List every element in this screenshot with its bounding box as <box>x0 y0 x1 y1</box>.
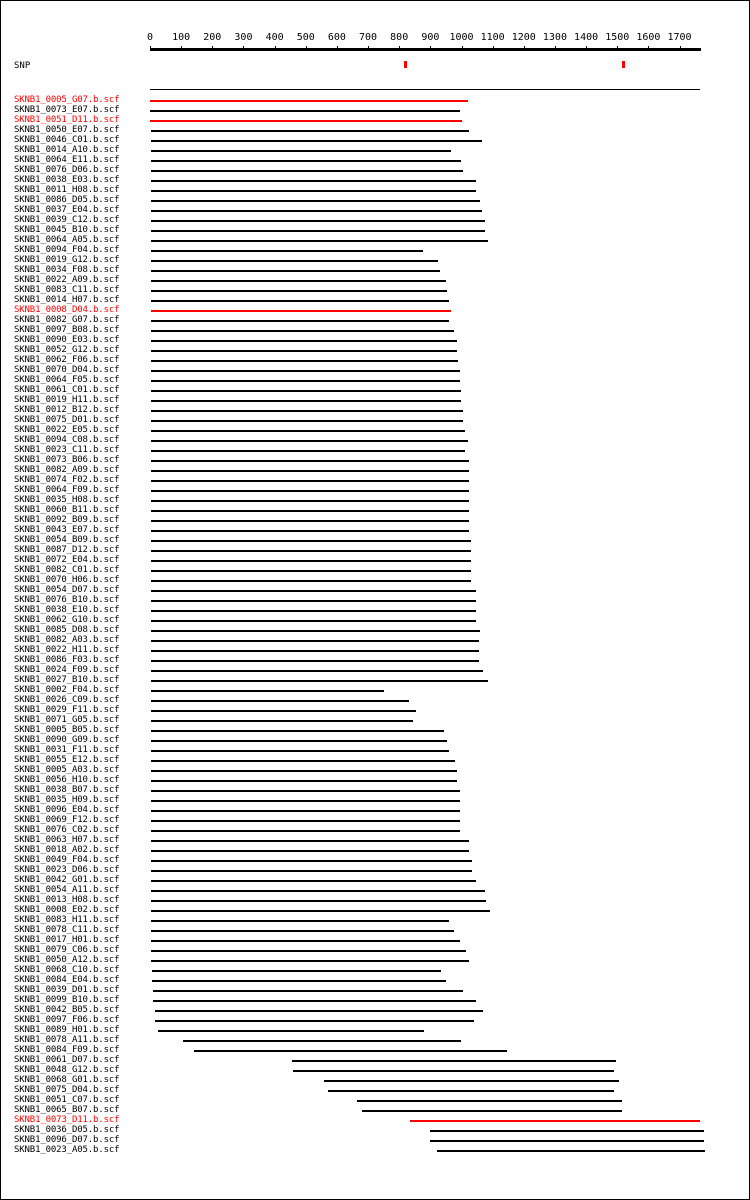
read-alignment-bar <box>151 780 457 782</box>
read-name[interactable]: SKNB1_0073_E07.b.scf <box>14 105 120 115</box>
read-name[interactable]: SKNB1_0062_G10.b.scf <box>14 615 120 625</box>
read-alignment-bar <box>151 130 469 132</box>
read-name[interactable]: SKNB1_0097_B08.b.scf <box>14 325 120 335</box>
read-name[interactable]: SKNB1_0039_C12.b.scf <box>14 215 120 225</box>
read-name[interactable]: SKNB1_0061_D07.b.scf <box>14 1055 120 1065</box>
read-alignment-bar <box>151 380 460 382</box>
read-name[interactable]: SKNB1_0013_H08.b.scf <box>14 895 120 905</box>
read-name[interactable]: SKNB1_0012_B12.b.scf <box>14 405 120 415</box>
axis-tick-label: 100 <box>172 32 191 43</box>
read-alignment-bar <box>194 1050 507 1052</box>
read-name[interactable]: SKNB1_0076_B10.b.scf <box>14 595 120 605</box>
read-alignment-bar <box>151 460 469 462</box>
axis-tick <box>337 46 338 50</box>
read-alignment-bar <box>151 730 444 732</box>
axis-tick-label: 800 <box>390 32 409 43</box>
read-alignment-bar <box>151 310 451 312</box>
read-name[interactable]: SKNB1_0072_E04.b.scf <box>14 555 120 565</box>
read-alignment-bar <box>151 830 460 832</box>
axis-tick <box>555 46 556 50</box>
snp-marker <box>622 61 625 68</box>
read-name[interactable]: SKNB1_0078_A11.b.scf <box>14 1035 120 1045</box>
read-name[interactable]: SKNB1_0046_C01.b.scf <box>14 135 120 145</box>
axis-tick <box>399 46 400 50</box>
read-alignment-bar <box>151 250 423 252</box>
read-name[interactable]: SKNB1_0082_A09.b.scf <box>14 465 120 475</box>
read-name[interactable]: SKNB1_0071_G05.b.scf <box>14 715 120 725</box>
read-name[interactable]: SKNB1_0087_D12.b.scf <box>14 545 120 555</box>
axis-tick <box>430 46 431 50</box>
read-name[interactable]: SKNB1_0031_F11.b.scf <box>14 745 120 755</box>
read-name[interactable]: SKNB1_0022_A09.b.scf <box>14 275 120 285</box>
separator-line <box>150 89 700 90</box>
read-name[interactable]: SKNB1_0064_E11.b.scf <box>14 155 120 165</box>
read-alignment-bar <box>430 1130 704 1132</box>
read-name[interactable]: SKNB1_0011_H08.b.scf <box>14 185 120 195</box>
read-name[interactable]: SKNB1_0082_G07.b.scf <box>14 315 120 325</box>
read-alignment-bar <box>151 790 460 792</box>
read-name[interactable]: SKNB1_0035_H09.b.scf <box>14 795 120 805</box>
read-alignment-bar <box>151 230 485 232</box>
snp-marker <box>404 61 407 68</box>
read-alignment-bar <box>151 440 468 442</box>
read-name[interactable]: SKNB1_0026_C09.b.scf <box>14 695 120 705</box>
read-name[interactable]: SKNB1_0070_D04.b.scf <box>14 365 120 375</box>
read-name[interactable]: SKNB1_0096_E04.b.scf <box>14 805 120 815</box>
read-name[interactable]: SKNB1_0079_C06.b.scf <box>14 945 120 955</box>
read-alignment-bar <box>151 260 438 262</box>
read-name[interactable]: SKNB1_0022_E05.b.scf <box>14 425 120 435</box>
read-alignment-bar <box>151 240 488 242</box>
read-name[interactable]: SKNB1_0086_D05.b.scf <box>14 195 120 205</box>
read-alignment-bar <box>151 470 469 472</box>
read-name[interactable]: SKNB1_0070_H06.b.scf <box>14 575 120 585</box>
read-name[interactable]: SKNB1_0064_F09.b.scf <box>14 485 120 495</box>
read-name[interactable]: SKNB1_0048_G12.b.scf <box>14 1065 120 1075</box>
read-name[interactable]: SKNB1_0017_H01.b.scf <box>14 935 120 945</box>
read-name[interactable]: SKNB1_0076_C02.b.scf <box>14 825 120 835</box>
read-name[interactable]: SKNB1_0094_C08.b.scf <box>14 435 120 445</box>
read-name[interactable]: SKNB1_0089_H01.b.scf <box>14 1025 120 1035</box>
read-name[interactable]: SKNB1_0083_C11.b.scf <box>14 285 120 295</box>
axis-tick <box>524 46 525 50</box>
read-alignment-bar <box>151 520 469 522</box>
read-name[interactable]: SKNB1_0082_C01.b.scf <box>14 565 120 575</box>
read-name[interactable]: SKNB1_0029_F11.b.scf <box>14 705 120 715</box>
read-name[interactable]: SKNB1_0054_B09.b.scf <box>14 535 120 545</box>
read-alignment-bar <box>152 970 441 972</box>
read-name[interactable]: SKNB1_0096_D07.b.scf <box>14 1135 120 1145</box>
read-name[interactable]: SKNB1_0078_C11.b.scf <box>14 925 120 935</box>
read-alignment-bar <box>151 270 440 272</box>
axis-tick-label: 1300 <box>542 32 567 43</box>
read-name[interactable]: SKNB1_0084_F09.b.scf <box>14 1045 120 1055</box>
axis-tick-label: 0 <box>146 32 154 43</box>
read-alignment-bar <box>151 930 454 932</box>
read-name[interactable]: SKNB1_0023_D06.b.scf <box>14 865 120 875</box>
read-alignment-bar <box>151 360 458 362</box>
axis-tick <box>462 46 463 50</box>
axis-tick <box>617 46 618 50</box>
read-alignment-bar <box>151 650 479 652</box>
read-name[interactable]: SKNB1_0051_D11.b.scf <box>14 115 120 125</box>
axis-tick <box>275 46 276 50</box>
read-alignment-bar <box>151 510 469 512</box>
read-alignment-bar <box>151 640 479 642</box>
read-alignment-bar <box>151 530 469 532</box>
read-name[interactable]: SKNB1_0019_H11.b.scf <box>14 395 120 405</box>
read-name[interactable]: SKNB1_0042_B05.b.scf <box>14 1005 120 1015</box>
read-name[interactable]: SKNB1_0038_E10.b.scf <box>14 605 120 615</box>
read-alignment-bar <box>151 350 457 352</box>
read-alignment-bar <box>151 720 413 722</box>
read-name[interactable]: SKNB1_0042_G01.b.scf <box>14 875 120 885</box>
read-name[interactable]: SKNB1_0023_C11.b.scf <box>14 445 120 455</box>
axis-tick-label: 400 <box>265 32 284 43</box>
read-name[interactable]: SKNB1_0062_F06.b.scf <box>14 355 120 365</box>
read-name[interactable]: SKNB1_0005_G07.b.scf <box>14 95 120 105</box>
read-alignment-bar <box>151 620 476 622</box>
read-name[interactable]: SKNB1_0065_B07.b.scf <box>14 1105 120 1115</box>
read-alignment-bar <box>151 870 472 872</box>
axis-tick <box>243 46 244 50</box>
read-alignment-bar <box>151 700 409 702</box>
read-alignment-bar <box>151 320 449 322</box>
read-alignment-bar <box>151 800 460 802</box>
read-alignment-bar <box>151 340 457 342</box>
axis-tick <box>212 46 213 50</box>
read-alignment-bar <box>151 390 462 392</box>
read-alignment-bar <box>151 660 479 662</box>
axis-tick-label: 1200 <box>511 32 536 43</box>
read-alignment-bar <box>357 1100 622 1102</box>
read-name[interactable]: SKNB1_0052_G12.b.scf <box>14 345 120 355</box>
read-alignment-bar <box>155 1010 484 1012</box>
read-name[interactable]: SKNB1_0023_A05.b.scf <box>14 1145 120 1155</box>
read-name[interactable]: SKNB1_0060_B11.b.scf <box>14 505 120 515</box>
read-alignment-bar <box>151 200 480 202</box>
read-alignment-bar <box>151 710 416 712</box>
read-name[interactable]: SKNB1_0005_A03.b.scf <box>14 765 120 775</box>
read-alignment-bar <box>151 280 446 282</box>
axis-tick-label: 1100 <box>480 32 505 43</box>
read-alignment-bar <box>151 400 462 402</box>
read-name[interactable]: SKNB1_0005_B05.b.scf <box>14 725 120 735</box>
read-alignment-bar <box>151 810 460 812</box>
read-name[interactable]: SKNB1_0068_G01.b.scf <box>14 1075 120 1085</box>
read-name[interactable]: SKNB1_0061_C01.b.scf <box>14 385 120 395</box>
read-name[interactable]: SKNB1_0076_D06.b.scf <box>14 165 120 175</box>
read-alignment-bar <box>151 140 482 142</box>
axis-tick-label: 1700 <box>667 32 692 43</box>
read-alignment-bar <box>183 1040 462 1042</box>
read-alignment-bar <box>151 160 462 162</box>
read-alignment-bar <box>151 770 457 772</box>
axis-tick-label: 600 <box>327 32 346 43</box>
read-name[interactable]: SKNB1_0037_E04.b.scf <box>14 205 120 215</box>
read-alignment-bar <box>151 370 460 372</box>
axis-tick <box>493 46 494 50</box>
axis-tick <box>181 46 182 50</box>
read-alignment-bar <box>151 690 384 692</box>
read-alignment-bar <box>410 1120 700 1122</box>
snp-label: SNP <box>14 61 31 71</box>
read-name[interactable]: SKNB1_0027_B10.b.scf <box>14 675 120 685</box>
read-name[interactable]: SKNB1_0018_A02.b.scf <box>14 845 120 855</box>
read-name[interactable]: SKNB1_0039_D01.b.scf <box>14 985 120 995</box>
axis-tick <box>368 46 369 50</box>
axis-tick-label: 700 <box>359 32 378 43</box>
read-name[interactable]: SKNB1_0045_B10.b.scf <box>14 225 120 235</box>
read-alignment-bar <box>362 1110 622 1112</box>
read-name[interactable]: SKNB1_0056_H10.b.scf <box>14 775 120 785</box>
read-name[interactable]: SKNB1_0002_F04.b.scf <box>14 685 120 695</box>
read-name[interactable]: SKNB1_0084_E04.b.scf <box>14 975 120 985</box>
read-name[interactable]: SKNB1_0014_A10.b.scf <box>14 145 120 155</box>
read-alignment-bar <box>151 490 469 492</box>
read-alignment-bar <box>151 890 485 892</box>
read-alignment-bar <box>151 610 476 612</box>
read-alignment-bar <box>430 1140 704 1142</box>
read-alignment-bar <box>151 570 471 572</box>
read-alignment-bar <box>151 420 463 422</box>
read-name[interactable]: SKNB1_0068_C10.b.scf <box>14 965 120 975</box>
read-alignment-bar <box>151 840 469 842</box>
read-alignment-bar <box>292 1060 616 1062</box>
read-alignment-bar <box>151 590 476 592</box>
read-alignment-bar <box>437 1150 705 1152</box>
read-alignment-bar <box>153 1000 475 1002</box>
read-alignment-bar <box>151 450 465 452</box>
read-alignment-bar <box>151 430 465 432</box>
axis-tick <box>680 46 681 50</box>
read-name[interactable]: SKNB1_0099_B10.b.scf <box>14 995 120 1005</box>
read-alignment-bar <box>151 330 454 332</box>
read-name[interactable]: SKNB1_0054_D07.b.scf <box>14 585 120 595</box>
read-alignment-bar <box>151 180 476 182</box>
read-alignment-bar <box>151 410 463 412</box>
read-name[interactable]: SKNB1_0050_E07.b.scf <box>14 125 120 135</box>
read-name[interactable]: SKNB1_0034_F08.b.scf <box>14 265 120 275</box>
read-name[interactable]: SKNB1_0086_F03.b.scf <box>14 655 120 665</box>
axis-tick-label: 1500 <box>605 32 630 43</box>
read-name[interactable]: SKNB1_0050_A12.b.scf <box>14 955 120 965</box>
read-name[interactable]: SKNB1_0036_D05.b.scf <box>14 1125 120 1135</box>
read-alignment-bar <box>151 900 486 902</box>
read-alignment-bar <box>153 990 463 992</box>
read-alignment-bar <box>151 850 469 852</box>
read-name[interactable]: SKNB1_0069_F12.b.scf <box>14 815 120 825</box>
read-name[interactable]: SKNB1_0054_A11.b.scf <box>14 885 120 895</box>
read-name[interactable]: SKNB1_0051_C07.b.scf <box>14 1095 120 1105</box>
read-alignment-bar <box>328 1090 615 1092</box>
read-name[interactable]: SKNB1_0019_G12.b.scf <box>14 255 120 265</box>
read-name[interactable]: SKNB1_0075_D01.b.scf <box>14 415 120 425</box>
axis-tick-label: 1000 <box>449 32 474 43</box>
read-name[interactable]: SKNB1_0008_D04.b.scf <box>14 305 120 315</box>
read-alignment-bar <box>151 680 488 682</box>
read-alignment-bar <box>150 120 462 122</box>
read-alignment-bar <box>151 480 469 482</box>
axis-tick-label: 500 <box>296 32 315 43</box>
read-alignment-bar <box>151 880 476 882</box>
read-name[interactable]: SKNB1_0022_H11.b.scf <box>14 645 120 655</box>
read-name[interactable]: SKNB1_0083_H11.b.scf <box>14 915 120 925</box>
read-name[interactable]: SKNB1_0073_B06.b.scf <box>14 455 120 465</box>
read-name[interactable]: SKNB1_0075_D04.b.scf <box>14 1085 120 1095</box>
read-name[interactable]: SKNB1_0097_F06.b.scf <box>14 1015 120 1025</box>
read-alignment-bar <box>151 630 480 632</box>
axis-tick-label: 1600 <box>636 32 661 43</box>
read-alignment-bar <box>324 1080 618 1082</box>
read-alignment-bar <box>152 980 446 982</box>
read-name[interactable]: SKNB1_0043_E07.b.scf <box>14 525 120 535</box>
read-alignment-bar <box>151 190 476 192</box>
read-alignment-bar <box>151 550 471 552</box>
axis-tick-label: 900 <box>421 32 440 43</box>
read-alignment-bar <box>151 820 460 822</box>
read-alignment-bar <box>151 210 482 212</box>
read-name[interactable]: SKNB1_0074_F02.b.scf <box>14 475 120 485</box>
read-alignment-bar <box>151 920 449 922</box>
read-alignment-bar <box>158 1030 424 1032</box>
read-alignment-bar <box>293 1070 614 1072</box>
axis-tick <box>648 46 649 50</box>
read-alignment-bar <box>151 940 460 942</box>
read-alignment-bar <box>150 110 460 112</box>
read-alignment-bar <box>151 500 469 502</box>
axis-line <box>150 48 701 51</box>
read-name[interactable]: SKNB1_0064_F05.b.scf <box>14 375 120 385</box>
axis-tick <box>150 46 151 50</box>
axis-tick <box>586 46 587 50</box>
read-alignment-bar <box>151 910 490 912</box>
read-name[interactable]: SKNB1_0038_B07.b.scf <box>14 785 120 795</box>
read-alignment-bar <box>151 950 466 952</box>
read-name[interactable]: SKNB1_0090_G09.b.scf <box>14 735 120 745</box>
read-alignment-bar <box>151 860 472 862</box>
read-name[interactable]: SKNB1_0085_D08.b.scf <box>14 625 120 635</box>
axis-tick <box>306 46 307 50</box>
read-name[interactable]: SKNB1_0073_D11.b.scf <box>14 1115 120 1125</box>
read-name[interactable]: SKNB1_0024_F09.b.scf <box>14 665 120 675</box>
axis-tick-label: 300 <box>234 32 253 43</box>
read-alignment-bar <box>151 580 471 582</box>
read-name[interactable]: SKNB1_0049_F04.b.scf <box>14 855 120 865</box>
read-name[interactable]: SKNB1_0063_H07.b.scf <box>14 835 120 845</box>
read-alignment-bar <box>155 1020 474 1022</box>
read-name[interactable]: SKNB1_0014_H07.b.scf <box>14 295 120 305</box>
read-name[interactable]: SKNB1_0038_E03.b.scf <box>14 175 120 185</box>
read-name[interactable]: SKNB1_0090_E03.b.scf <box>14 335 120 345</box>
read-alignment-bar <box>151 600 476 602</box>
read-name[interactable]: SKNB1_0064_A05.b.scf <box>14 235 120 245</box>
read-alignment-bar <box>151 540 471 542</box>
read-alignment-bar <box>151 300 449 302</box>
read-name[interactable]: SKNB1_0035_H08.b.scf <box>14 495 120 505</box>
read-name[interactable]: SKNB1_0094_F04.b.scf <box>14 245 120 255</box>
read-name[interactable]: SKNB1_0055_E12.b.scf <box>14 755 120 765</box>
read-alignment-bar <box>150 100 468 102</box>
axis-tick-label: 1400 <box>574 32 599 43</box>
read-alignment-bar <box>151 740 448 742</box>
read-alignment-bar <box>151 290 448 292</box>
read-name[interactable]: SKNB1_0008_E02.b.scf <box>14 905 120 915</box>
read-alignment-bar <box>151 220 485 222</box>
read-alignment-bar <box>151 760 455 762</box>
read-alignment-bar <box>151 560 471 562</box>
read-alignment-bar <box>151 670 483 672</box>
read-alignment-bar <box>151 150 451 152</box>
axis-tick-label: 200 <box>203 32 222 43</box>
read-alignment-bar <box>151 750 449 752</box>
read-name[interactable]: SKNB1_0092_B09.b.scf <box>14 515 120 525</box>
read-name[interactable]: SKNB1_0082_A03.b.scf <box>14 635 120 645</box>
read-alignment-bar <box>151 960 469 962</box>
read-alignment-bar <box>151 170 463 172</box>
